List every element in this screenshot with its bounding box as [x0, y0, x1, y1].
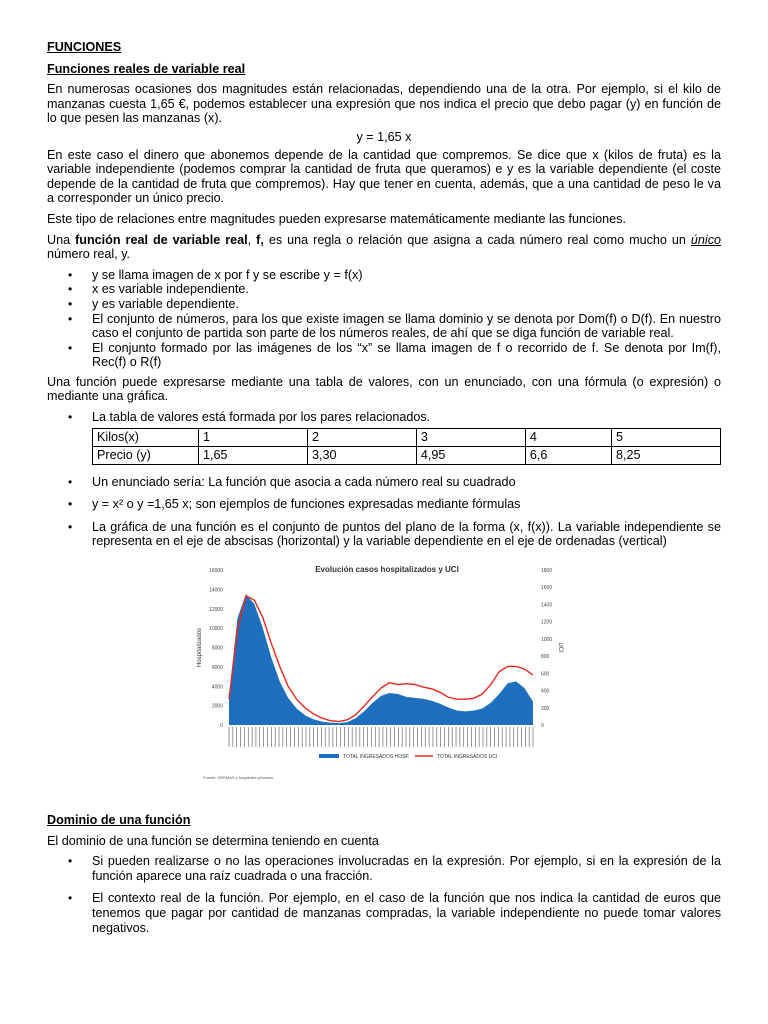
domain-paragraph: El dominio de una función se determina teniendo en cuenta	[47, 833, 379, 848]
list-item: • La tabla de valores está formada por los pares relacionados.	[47, 410, 721, 425]
table-cell: 6,6	[525, 446, 611, 464]
table-cell: 3	[416, 428, 525, 446]
y2-tick-label: 1200	[541, 619, 553, 626]
y2-tick-label: 200	[541, 705, 550, 712]
legend-swatch-hosp	[319, 754, 339, 758]
table-cell: 8,25	[612, 446, 721, 464]
legend-label-uci: TOTAL INGRESADOS UCI	[437, 754, 498, 761]
y-tick-label: 0	[220, 723, 223, 730]
y2-tick-label: 0	[541, 723, 544, 730]
document-title: FUNCIONES	[47, 40, 122, 54]
table-cell: 4,95	[416, 446, 525, 464]
hospitalizations-chart	[177, 557, 597, 797]
y-tick-label: 10000	[209, 626, 223, 633]
table-cell: Precio (y)	[93, 446, 199, 464]
y-axis-label: Hospitalizados	[197, 628, 203, 668]
y2-tick-label: 1800	[541, 568, 553, 575]
list-item: • Un enunciado sería: La función que asocia a cada número real su cuadrado	[47, 475, 721, 490]
y-tick-label: 6000	[211, 664, 223, 671]
chart-title: Evolución casos hospitalizados y UCI	[315, 565, 459, 575]
y-tick-label: 4000	[211, 684, 223, 691]
list-item: • La gráfica de una función es el conjunto de puntos del plano de la forma (x, f(x)). La variable independiente se representa en el eje de abscisas (horizontal) y la variable dependiente en el eje de ordenadas (vertical)	[47, 520, 721, 549]
y-tick-label: 2000	[211, 703, 223, 710]
chart-svg	[177, 557, 597, 797]
values-table	[92, 428, 721, 465]
definition-bullet-list	[47, 268, 721, 370]
unico-word: único	[690, 232, 721, 247]
intro-paragraph: En numerosas ocasiones dos magnitudes están relacionadas, dependiendo una de la otra. Por ejemplo, si el kilo de manzanas cuesta 1,65 €, podemos establecer una expresión que nos indica el precio que debo pagar (y) en función de lo que pesen las manzanas (x).	[47, 82, 721, 126]
representation-bullet-list	[47, 475, 721, 549]
representations-paragraph: Una función puede expresarse mediante una tabla de valores, con un enunciado, con una fórmula (o expresión) o mediante una gráfica.	[47, 374, 721, 404]
document-page	[47, 40, 721, 935]
table-row	[93, 446, 721, 464]
y2-tick-label: 1000	[541, 636, 553, 643]
y2-tick-label: 600	[541, 671, 550, 678]
example-formula: y = 1,65 x	[356, 129, 412, 144]
list-item: • El conjunto formado por las imágenes de los “x” se llama imagen de f o recorrido de f. Se denota por Im(f), Rec(f) o R(f)	[47, 341, 721, 370]
definition-term: función real de variable real	[75, 232, 248, 247]
chart-source: Fuente: SERMAS y hospitales privados.	[203, 775, 275, 781]
list-item: • y se llama imagen de x por f y se escribe y = f(x)	[47, 268, 721, 283]
table-cell: 3,30	[307, 446, 416, 464]
section-heading-funciones-reales: Funciones reales de variable real	[47, 61, 246, 76]
y2-tick-label: 1600	[541, 585, 553, 592]
table-cell: Kilos(x)	[93, 428, 199, 446]
list-item: • y es variable dependiente.	[47, 297, 721, 312]
hospitalized-area	[229, 594, 533, 725]
section-heading-dominio: Dominio de una función	[47, 813, 191, 828]
y-tick-label: 16000	[209, 568, 223, 575]
y2-tick-label: 400	[541, 688, 550, 695]
list-item: • El contexto real de la función. Por ejemplo, en el caso de la función que nos indica la cantidad de euros que tenemos que pagar por cantidad de manzanas compradas, la variable independiente no puede tomar valores negativos.	[47, 891, 721, 935]
table-cell: 2	[307, 428, 416, 446]
table-cell: 5	[612, 428, 721, 446]
list-item: • Si pueden realizarse o no las operaciones involucradas en la expresión. Por ejemplo, si en la expresión de la función aparece una raíz cuadrada o una fracción.	[47, 854, 721, 883]
relations-paragraph: Este tipo de relaciones entre magnitudes pueden expresarse matemáticamente mediante las funciones.	[47, 211, 626, 226]
list-item: • x es variable independiente.	[47, 282, 721, 297]
legend-label-hosp: TOTAL INGRESADOS HOSP.	[343, 754, 410, 761]
table-cell: 1	[199, 428, 308, 446]
list-item: • El conjunto de números, para los que existe imagen se llama dominio y se denota por Dom(f) o D(f). En nuestro caso el conjunto de partida son parte de los números reales, de ahí que se diga función de variable real.	[47, 312, 721, 341]
list-item: • y = x² o y =1,65 x; son ejemplos de funciones expresadas mediante fórmulas	[47, 497, 721, 512]
table-cell: 4	[525, 428, 611, 446]
domain-bullet-list	[47, 854, 721, 935]
y-tick-label: 12000	[209, 606, 223, 613]
table-cell: 1,65	[199, 446, 308, 464]
table-row	[93, 428, 721, 446]
definition-paragraph: Una función real de variable real, f, es una regla o relación que asigna a cada número real como mucho un único número real, y.	[47, 232, 721, 262]
table-bullet-list	[47, 410, 721, 425]
y-tick-label: 8000	[211, 645, 223, 652]
y2-tick-label: 800	[541, 654, 550, 661]
variables-paragraph: En este caso el dinero que abonemos depende de la cantidad que compremos. Se dice que x (kilos de fruta) es la variable independiente (podemos comprar la cantidad de fruta que queramos) e y es la variable dependiente (el coste depende de la cantidad de fruta que compremos). Hay que tener en cuenta, además, que a una cantidad de peso le va a corresponder un único precio.	[47, 147, 721, 206]
y-tick-label: 14000	[209, 587, 223, 594]
y2-tick-label: 1400	[541, 602, 553, 609]
y2-axis-label: UCI	[557, 642, 563, 653]
